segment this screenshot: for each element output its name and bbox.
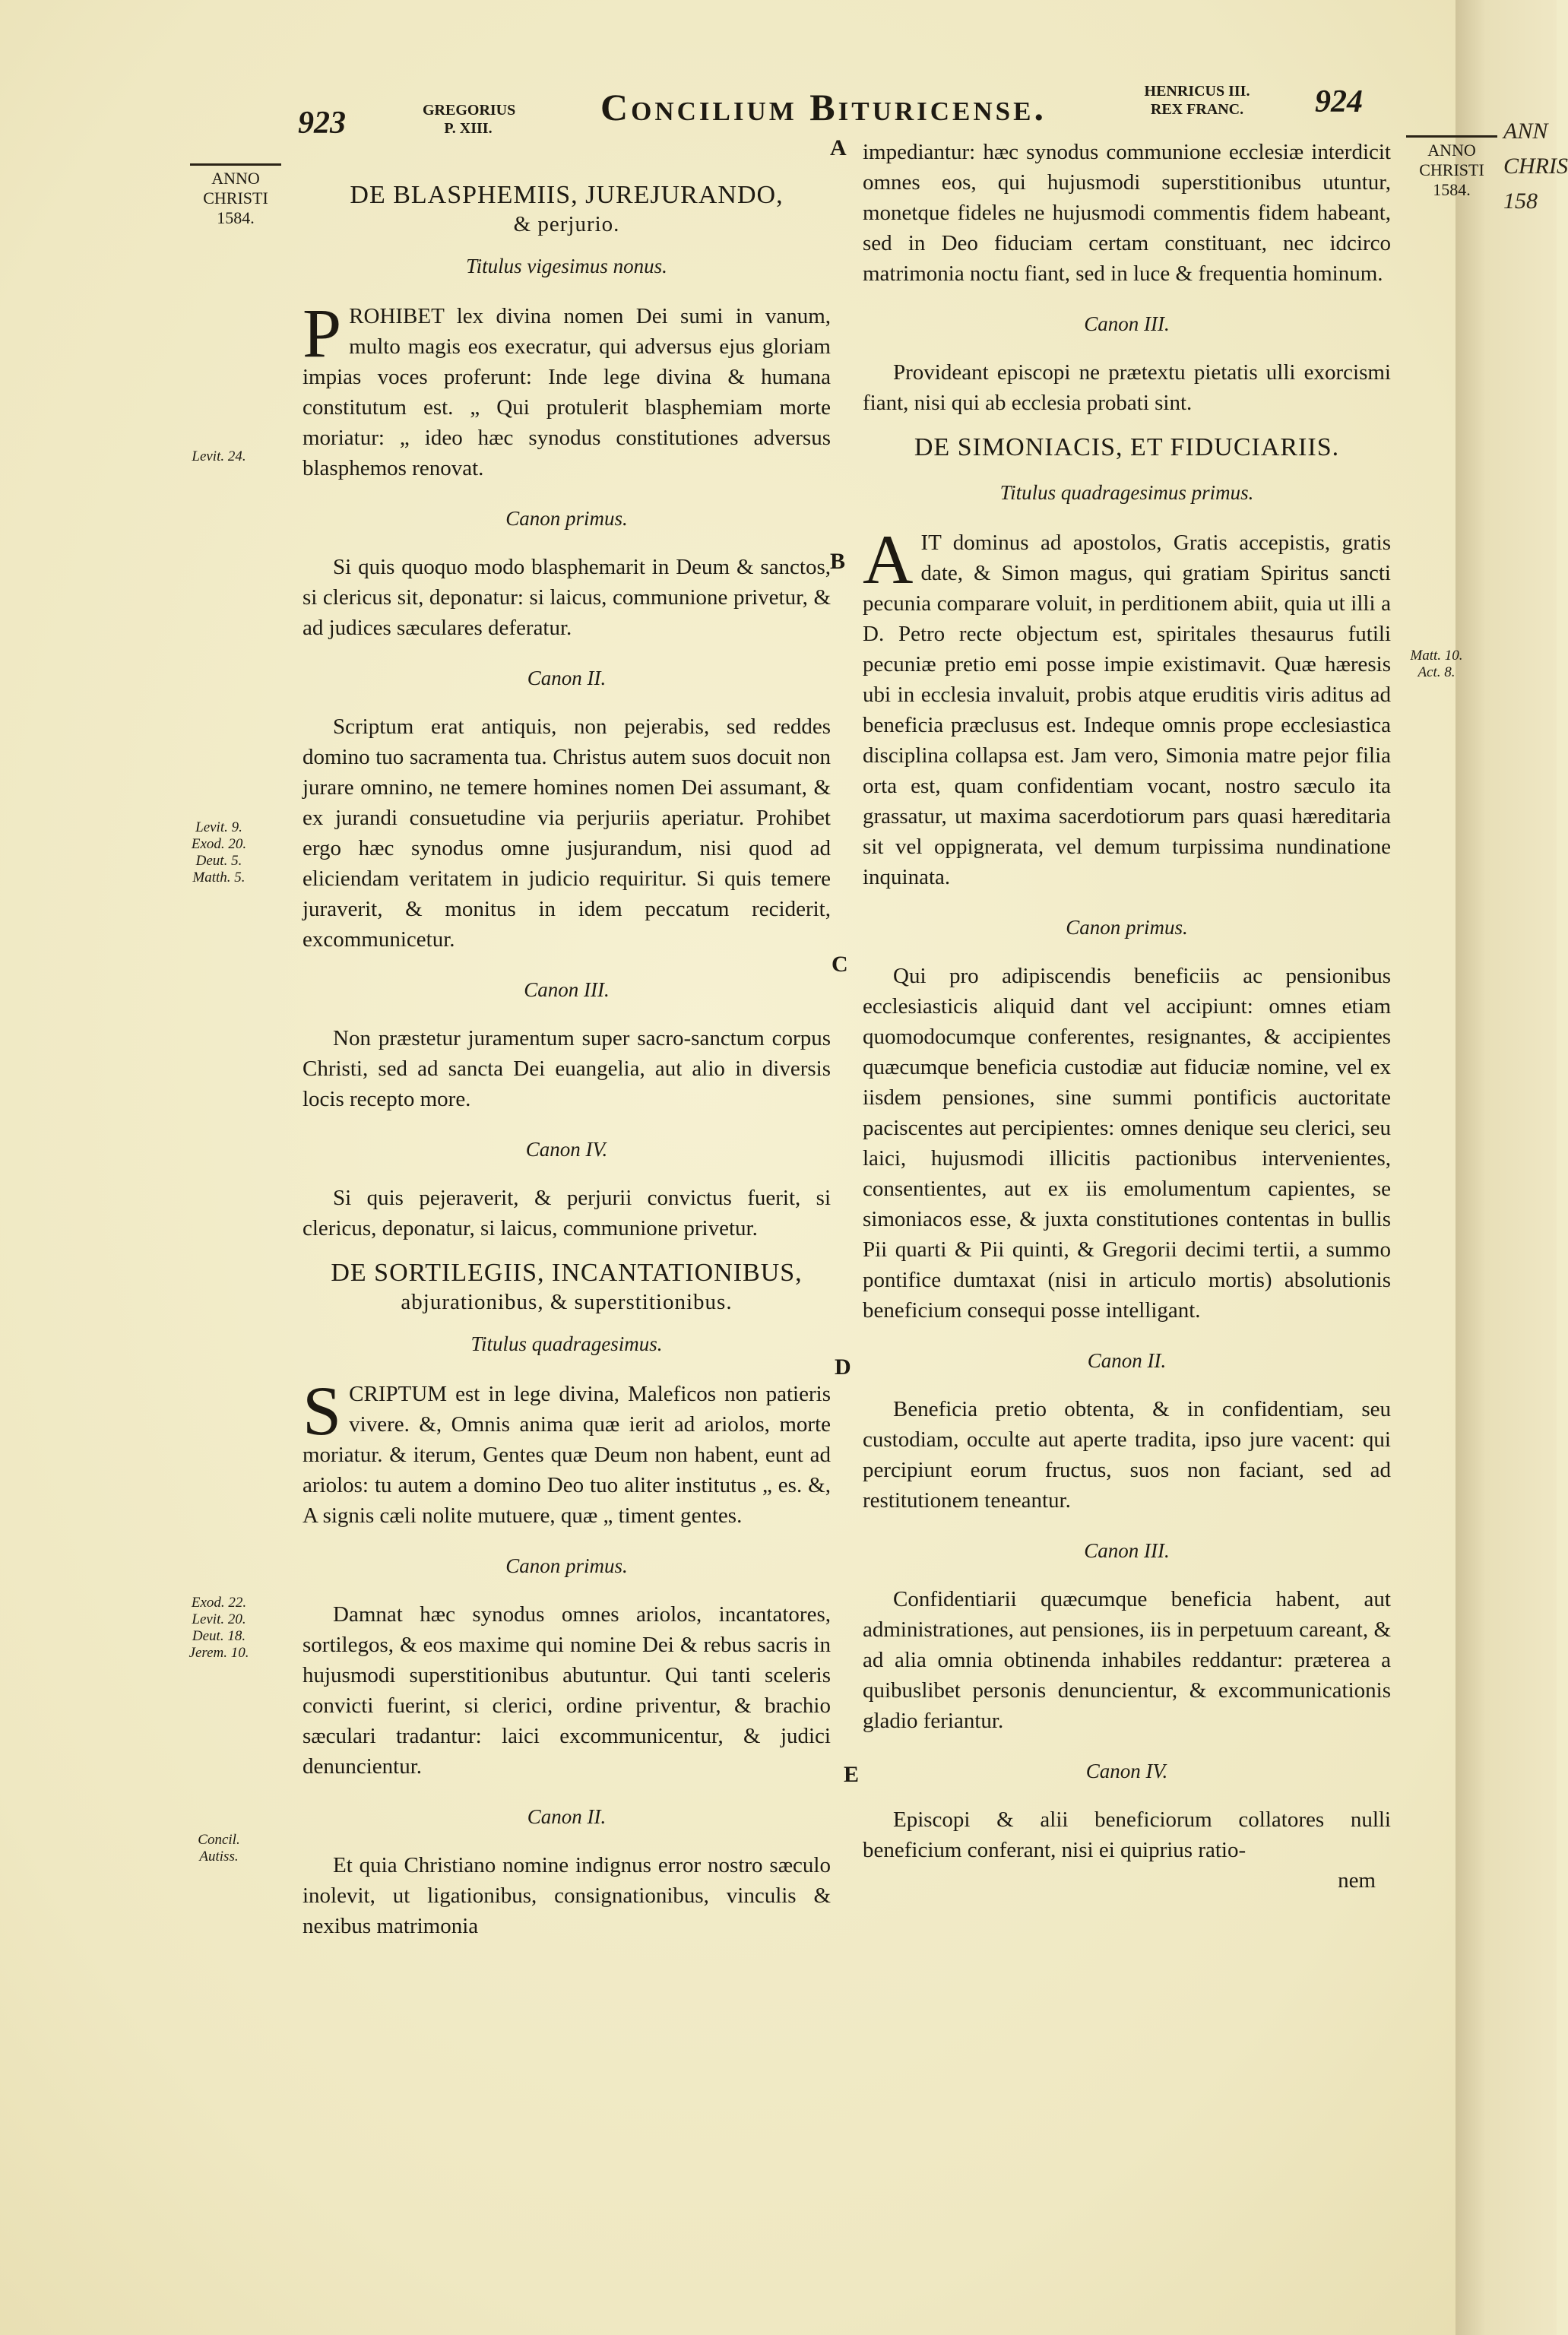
paragraph-scriptum <box>303 1372 831 1531</box>
drop-cap: A <box>863 521 914 598</box>
paragraph-provideant: Provideant episcopi ne prætextu pietatis ulli exorcismi fiant, nisi qui ab ecclesia probati sint. <box>863 360 1391 415</box>
canon-heading: Canon primus. <box>505 507 628 530</box>
margin-note-concil: Concil. Autiss. <box>198 1832 240 1865</box>
paragraph-text: IT dominus ad apostolos, Gratis accepistis, gratis date, & Simon magus, qui gratiam Spiritus sancti pecunia comparare voluit, in perditionem abiit, quia ut illi a D. Petro recte objectum est, spiritales thesaurus futili pecuniæ pretio emi posse impie existimavit. Quæ hæresis ubi in ecclesia invaluit, probis atque eruditis viris aditus ad beneficia præclusus est. Indeque omnis prope ecclesiastica disciplina collapsa est. Jam vero, Simonia matre pejor filia orta est, quam confidentiam vocant, nostro sæculo ita grassatur, ut maxima sacerdotiorum pars quasi hæreditaria sit vel oppignerata, vel demum turpissima nundinatione inquinata. <box>863 531 1391 889</box>
paragraph-text: ROHIBET lex divina nomen Dei sumi in vanum, multo magis eos execratur, qui adversus ejus gloriam impias voces proferunt: Inde lege divina & humana constitutum est. „ Qui protulerit blasphemiam morte moriatur: „ ideo hæc synodus constitutiones adversus blasphemos renovat. <box>303 304 831 480</box>
canon-heading: Canon III. <box>1084 312 1170 335</box>
page-number-left: 923 <box>298 106 346 141</box>
catchword-line <box>863 1865 1391 1896</box>
canon-heading: Canon II. <box>527 1805 607 1828</box>
left-column <box>303 166 831 1941</box>
drop-cap: S <box>303 1372 342 1449</box>
canon-heading: Canon II. <box>1087 1349 1167 1372</box>
paragraph-prohibet <box>303 294 831 483</box>
facing-page-edge <box>1456 0 1568 2335</box>
catchword: nem <box>1338 1868 1376 1893</box>
canon-heading: Canon II. <box>527 667 607 689</box>
heading-subtext: & perjurio. <box>513 212 620 236</box>
right-column <box>863 137 1391 1896</box>
section-heading-blasphemiis <box>303 179 831 237</box>
titulus-29: Titulus vigesimus nonus. <box>466 255 667 277</box>
paragraph-confidentiarii: Confidentiarii quæcumque beneficia habent, aut administrationes, aut pensiones, iis in perpetuum careant, & ad alia omnia obtinenda inhabiles reddantur: præterea a quibuslibet personis denuncientur, & excommunicationis gladio feriantur. <box>863 1587 1391 1733</box>
paragraph-qui-pro: Qui pro adipiscendis beneficiis ac pensionibus ecclesiasticis aliquid dant vel accipiunt: omnes etiam quomodocumque conferentes, resignantes, & accipientes quæcumque beneficia custodiæ aut fiduciæ nomine, vel ex iisdem pensiones, sine summi pontificis auctoritate paciscentes aut percipientes: omnes denique seu clerici, seu laici, hujusmodi illicitis pactionibus intervenientes, consentientes, aut ex iis emolumentum capientes, se simoniacos esse, & juxta constitutiones contentas in bullis Pii quarti & Pii quinti, & Gregorii decimi tertii, a summo pontifice dumtaxat (nisi in articulo mortis) absolutionis beneficium consequi posse intelligant. <box>863 964 1391 1323</box>
margin-note-levit: Levit. 24. <box>192 448 246 464</box>
heading-subtext: abjurationibus, & superstitionibus. <box>401 1290 733 1314</box>
paragraph-text: CRIPTUM est in lege divina, Maleficos non patieris vivere. &, Omnis anima quæ ierit ad ariolos, morte moriatur. & iterum, Gentes quæ Deum non habent, eunt ad ariolos: tu autem a domino Deo tuo aliter institutus „ es. &, A signis cæli nolite mutuere, quæ „ timent gentes. <box>303 1382 831 1528</box>
paragraph-beneficia: Beneficia pretio obtenta, & in confidentiam, seu custodiam, occulte aut aperte tradita, ipso jure vacent: qui percipiunt eorum fructus, suos non faciant, sed ad restitutionem teneantur. <box>863 1397 1391 1513</box>
facing-page-fragment: ANN CHRIS 158 <box>1503 119 1568 214</box>
heading-text: DE BLASPHEMIIS, JUREJURANDO, <box>350 181 784 209</box>
running-head-right: HENRICUS III. REX FRANC. <box>1144 83 1250 118</box>
canon-heading: Canon primus. <box>505 1554 628 1577</box>
canon-heading: Canon IV. <box>1085 1760 1168 1782</box>
paragraph-episcopi: Episcopi & alii beneficiorum collatores nulli beneficium conferant, nisi ei quiprius ratio- <box>863 1807 1391 1862</box>
page-number-right: 924 <box>1315 84 1363 119</box>
anno-christi-left: ANNO CHRISTI 1584. <box>190 163 281 228</box>
section-letter-a: A <box>830 135 847 160</box>
running-title: Concilium Bituricense. <box>600 86 1047 128</box>
running-head-left: GREGORIUS P. XIII. <box>423 102 516 137</box>
section-heading-simoniacis: DE SIMONIACIS, ET FIDUCIARIIS. <box>914 433 1340 461</box>
canon-heading: Canon primus. <box>1066 916 1188 939</box>
margin-note-matt: Matt. 10. Act. 8. <box>1410 648 1463 680</box>
drop-cap: P <box>303 294 342 372</box>
paragraph-canon-primus: Si quis quoquo modo blasphemarit in Deum & sanctos, si clericus sit, deponatur: si laicus, communione privetur, & ad judices sæculares deferatur. <box>303 555 831 640</box>
paragraph-impediantur: impediantur: hæc synodus communione ecclesiæ interdicit omnes eos, qui hujusmodi superstitionibus utuntur, monetque fideles ne hujusmodi commentis fidem habeant, sed in Deo fiduciam certam constituant, nec idcirco matrimonia noctu fiant, sed in luce & frequentia hominum. <box>863 140 1391 286</box>
canon-heading: Canon IV. <box>525 1138 608 1161</box>
paragraph-et-quia: Et quia Christiano nomine indignus error nostro sæculo inolevit, ut ligationibus, consignationibus, vinculis & nexibus matrimonia <box>303 1853 831 1938</box>
paragraph-damnat: Damnat hæc synodus omnes ariolos, incantatores, sortilegos, & eos maxime qui nomine Dei & rebus sacris in hujusmodi superstitionibus abutuntur. Qui tanti sceleris convicti fuerint, si clerici, ordine priventur, & brachio sæculari tradantur: laici excommunicentur, & judici denuncientur. <box>303 1602 831 1779</box>
margin-note-scripture-refs: Levit. 9. Exod. 20. Deut. 5. Matth. 5. <box>191 819 247 886</box>
section-letter-c: C <box>832 952 848 977</box>
titulus-40: Titulus quadragesimus. <box>470 1332 663 1355</box>
canon-heading: Canon III. <box>524 978 610 1001</box>
margin-note-scripture-refs-2: Exod. 22. Levit. 20. Deut. 18. Jerem. 10. <box>188 1595 249 1661</box>
canon-heading: Canon III. <box>1084 1539 1170 1562</box>
paragraph-ait-dominus <box>863 521 1391 892</box>
section-heading-sortilegiis <box>303 1257 831 1315</box>
titulus-41: Titulus quadragesimus primus. <box>999 481 1254 504</box>
section-letter-e: E <box>844 1762 860 1787</box>
paragraph-canon-iv: Si quis pejeraverit, & perjurii convictus fuerit, si clericus, deponatur, si laicus, communione privetur. <box>303 1186 831 1240</box>
paragraph-canon-ii: Scriptum erat antiquis, non pejerabis, sed reddes domino tuo sacramenta tua. Christus autem suos docuit non jurare omnino, ne temere homines nomen Dei assumant, & ex jurandi consuetudine via perjuriis aperiatur. Prohibet ergo hæc synodus omne jusjurandum, nisi quod ad eliciendam veritatem in judicio requiritur. Si quis temere juraverit, & monitus in idem peccatum reciderit, excommunicetur. <box>303 714 831 952</box>
paragraph-canon-iii: Non præstetur juramentum super sacro-sanctum corpus Christi, sed ad sancta Dei euangelia, aut alio in diversis locis recepto more. <box>303 1026 831 1111</box>
anno-christi-right: ANNO CHRISTI 1584. <box>1406 135 1497 200</box>
section-letter-d: D <box>835 1354 851 1380</box>
section-letter-b: B <box>830 549 846 574</box>
heading-text: DE SORTILEGIIS, INCANTATIONIBUS, <box>331 1259 803 1287</box>
